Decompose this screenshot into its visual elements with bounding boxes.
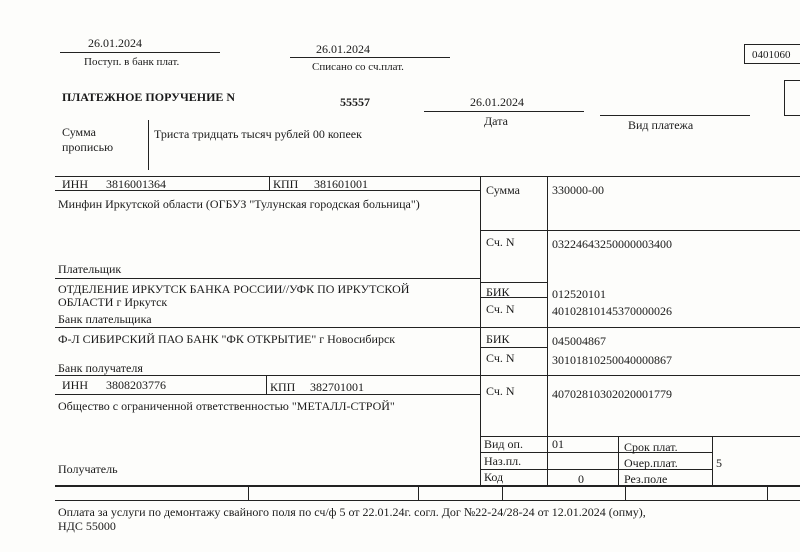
document-number: 55557 [340, 95, 370, 109]
date-debited: 26.01.2024 [316, 42, 370, 56]
date-received-label: Поступ. в банк плат. [84, 56, 180, 68]
document-date: 26.01.2024 [470, 95, 524, 109]
divider [547, 176, 548, 486]
divider [480, 282, 547, 283]
payee-bank-account: 30101810250040000867 [552, 353, 672, 367]
stamp-box [784, 80, 800, 116]
payer-label: Плательщик [58, 262, 122, 276]
payee-inn-label: ИНН [62, 378, 88, 392]
divider [60, 52, 220, 53]
payer-bik: 012520101 [552, 287, 606, 301]
payee-inn: 3808203776 [106, 378, 166, 392]
divider [418, 485, 419, 500]
payer-bank-name: ОТДЕЛЕНИЕ ИРКУТСК БАНКА РОССИИ//УФК ПО ИРКУТСКОЙ [58, 282, 410, 296]
payee-account-label: Сч. N [486, 384, 515, 398]
payment-type-label: Вид платежа [628, 118, 694, 132]
naz-pl-label: Наз.пл. [484, 454, 522, 468]
divider [618, 436, 619, 486]
divider [600, 115, 750, 116]
divider [480, 347, 547, 348]
payer-bik-label: БИК [486, 285, 510, 299]
payer-bank-account-label: Сч. N [486, 302, 515, 316]
divider [712, 436, 713, 486]
kod-label: Код [484, 470, 504, 484]
divider [269, 176, 270, 190]
srok-label: Срок плат. [624, 440, 678, 454]
divider [480, 176, 481, 486]
divider [502, 485, 503, 500]
date-label: Дата [484, 114, 508, 128]
amount-words-label: прописью [62, 140, 114, 154]
divider [55, 375, 800, 376]
payer-inn: 3816001364 [106, 177, 166, 191]
payer-bank-account: 40102810145370000026 [552, 304, 672, 318]
payee-bik: 045004867 [552, 334, 606, 348]
divider [248, 485, 249, 500]
vid-op-label: Вид оп. [484, 437, 523, 451]
ocher-label: Очер.плат. [624, 456, 678, 470]
payee-label: Получатель [58, 462, 118, 476]
document-title: ПЛАТЕЖНОЕ ПОРУЧЕНИЕ N [62, 90, 236, 104]
payee-kpp: 382701001 [310, 380, 364, 394]
divider [290, 57, 450, 58]
rez-label: Рез.поле [624, 472, 668, 486]
payer-bank-label: Банк плательщика [58, 312, 152, 326]
divider [767, 485, 768, 500]
divider [424, 111, 584, 112]
payer-inn-label: ИНН [62, 177, 88, 191]
payee-bik-label: БИК [486, 332, 510, 346]
kod: 0 [578, 472, 584, 486]
payee-bank-name: Ф-Л СИБИРСКИЙ ПАО БАНК "ФК ОТКРЫТИЕ" г Новосибирск [58, 332, 396, 346]
divider [625, 485, 626, 500]
divider [148, 120, 149, 170]
payer-bank-name: ОБЛАСТИ г Иркутск [58, 295, 168, 309]
payee-account: 40702810302020001779 [552, 387, 672, 401]
divider [480, 230, 800, 231]
payer-kpp: 381601001 [314, 177, 368, 191]
divider [480, 436, 800, 437]
divider [55, 278, 480, 279]
divider [55, 327, 800, 328]
divider [55, 176, 800, 177]
ocher: 5 [716, 456, 722, 470]
payment-purpose: Оплата за услуги по демонтажу свайного поля по сч/ф 5 от 22.01.24г. согл. Дог №22-24/28-24 от 12.01.2024 (опму), [58, 505, 646, 519]
payment-purpose: НДС 55000 [58, 519, 116, 533]
payee-bank-account-label: Сч. N [486, 351, 515, 365]
divider [55, 500, 800, 501]
payer-account: 03224643250000003400 [552, 237, 672, 251]
payer-account-label: Сч. N [486, 235, 515, 249]
vid-op: 01 [552, 437, 564, 451]
payer-kpp-label: КПП [273, 177, 299, 191]
divider [266, 375, 267, 394]
amount-words-label: Сумма [62, 125, 96, 139]
divider [55, 394, 480, 395]
date-debited-label: Списано со сч.плат. [312, 61, 404, 73]
amount-value: 330000-00 [552, 183, 604, 197]
payer-name: Минфин Иркутской области (ОГБУЗ "Тулунская городская больница") [58, 197, 420, 211]
amount-words: Триста тридцать тысяч рублей 00 копеек [154, 127, 362, 141]
amount-label: Сумма [486, 183, 520, 197]
payee-name: Общество с ограниченной ответственностью "МЕТАЛЛ-СТРОЙ" [58, 399, 395, 413]
form-code: 0401060 [752, 49, 791, 61]
date-received: 26.01.2024 [88, 36, 142, 50]
divider [55, 485, 800, 487]
payee-bank-label: Банк получателя [58, 361, 143, 375]
payee-kpp-label: КПП [270, 380, 296, 394]
